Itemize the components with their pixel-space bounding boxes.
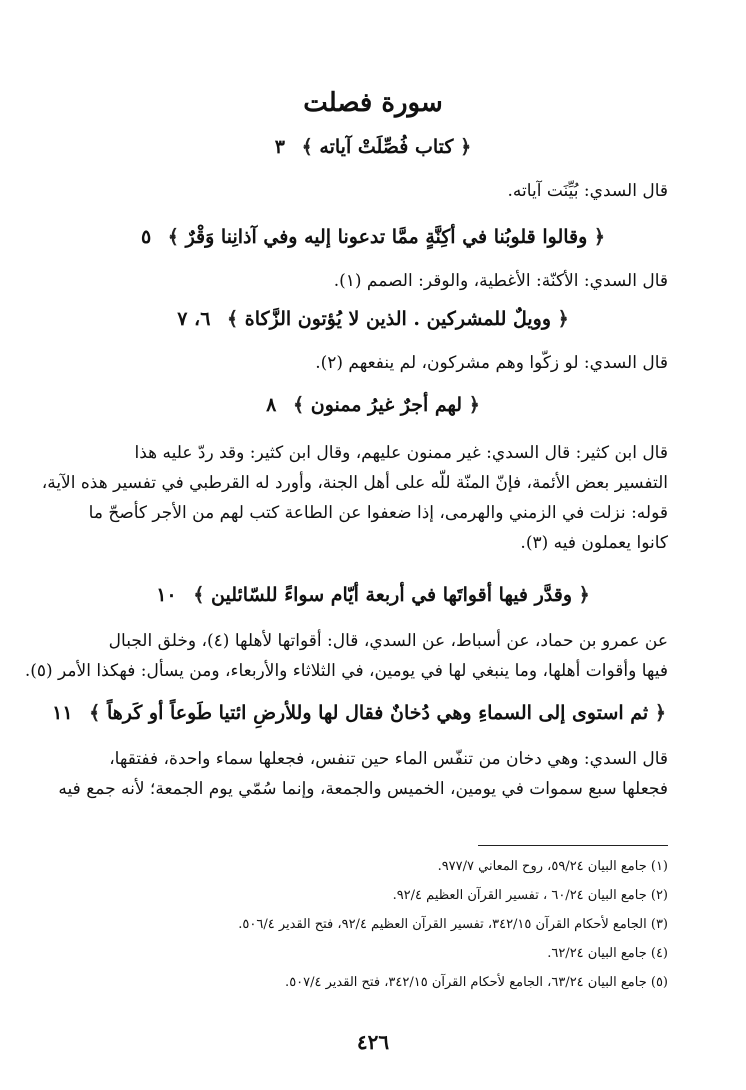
ornate-bracket-close-icon: ﴾ [167,226,179,248]
ayah-text: لهم أجرٌ غيرُ ممنون [310,394,463,416]
ayah-heading [80,394,666,426]
ayah-heading [52,702,666,734]
ornate-bracket-close-icon: ﴾ [227,308,239,330]
ornate-bracket-close-icon: ﴾ [292,394,305,416]
text-line: قال السدي: لو زكّوا وهم مشركون، لم ينفعهم (٢). [315,353,668,373]
ayah-text: وقالوا قلوبُنا في أكِنَّةٍ ممَّا تدعونا إليه وفي آذانِنا وَقْرٌ [185,226,588,248]
commentary-paragraph [41,438,668,558]
text-line: فيها وأقوات أهلها، وما ينبغي لها في يومين، في الثلاثاء والأربعاء، ومن يسأل: فهكذا الأمر (٥). [24,661,668,681]
ornate-bracket-open-icon: ﴿ [578,584,590,606]
ayah-text: كتاب فُصِّلَتْ آياته [319,136,454,158]
footnote: (٤) جامع البيان ٦٢/٢٤. [547,946,668,961]
ayah-number: ٥ [140,226,152,248]
ayah-number: ١٠ [156,584,177,606]
ayah-number: ١١ [52,702,73,724]
commentary-paragraph [78,266,668,296]
surah-title: سورة فصلت [303,88,443,118]
commentary-paragraph [78,348,668,378]
text-line: فجعلها سبع سموات في يومين، الخميس والجمعة، وإنما سُمّي يوم الجمعة؛ لأنه جمع فيه [58,779,668,799]
ayah-text: ثم استوى إلى السماءِ وهي دُخانٌ فقال لها وللأرضِ ائتيا طَوعاً أو كَرهاً [106,702,649,724]
footnote: (١) جامع البيان ٥٩/٢٤، روح المعاني ٩٧٧/٧. [437,859,668,874]
footnote: (٣) الجامع لأحكام القرآن ٣٤٢/١٥، تفسير القرآن العظيم ٩٢/٤، فتح القدير ٥٠٦/٤. [238,917,668,932]
ornate-bracket-open-icon: ﴿ [593,226,606,248]
text-line: قال السدي: الأكنّة: الأغطية، والوقر: الصمم (١). [333,271,668,291]
page-number: ٤٢٦ [356,1030,390,1054]
ornate-bracket-open-icon: ﴿ [654,702,666,724]
ornate-bracket-open-icon: ﴿ [557,308,569,330]
ornate-bracket-close-icon: ﴾ [89,702,101,724]
footnote-divider [478,845,668,846]
ayah-heading [80,308,666,340]
ornate-bracket-close-icon: ﴾ [193,584,205,606]
ayah-number: ٦، ٧ [177,308,211,330]
ornate-bracket-open-icon: ﴿ [460,136,472,158]
ayah-heading [80,226,666,258]
text-line: قال ابن كثير: قال السدي: غير ممنون عليهم، وقال ابن كثير: وقد ردّ عليه هذا [134,443,668,463]
ayah-text: وقدَّر فيها أقواتَها في أربعة أيّام سواءً للسّائلين [211,584,573,606]
text-line: قوله: نزلت في الزمني والهرمى، إذا ضعفوا عن الطاعة كتب لهم من الأجر كأصحّ ما [88,503,668,523]
text-line: كانوا يعملون فيه (٣). [520,533,668,553]
text-line: قال السدي: وهي دخان من تنفّس الماء حين تنفس، فجعلها سماء واحدة، ففتقها، [109,749,668,769]
ornate-bracket-open-icon: ﴿ [468,394,480,416]
ayah-heading [80,136,666,168]
ayah-number: ٣ [274,136,286,158]
commentary-paragraph [78,176,668,206]
ornate-bracket-close-icon: ﴾ [301,136,313,158]
ayah-number: ٨ [266,394,277,416]
commentary-paragraph [24,626,668,686]
text-line: قال السدي: بُيِّنَت آياته. [507,181,668,201]
text-line: التفسير بعض الأئمة، فإنّ المنّة للّه على أهل الجنة، وأورد له القرطبي في تفسير هذه الآية، [41,473,668,493]
ayah-text: وويلٌ للمشركين . الذين لا يُؤتون الزَّكاة [244,308,551,330]
text-line: عن عمرو بن حماد، عن أسباط، عن السدي، قال: أقواتها لأهلها (٤)، وخلق الجبال [108,631,668,651]
commentary-paragraph [58,744,668,804]
footnote: (٢) جامع البيان ٦٠/٢٤ ، تفسير القرآن العظيم ٩٢/٤. [392,888,668,903]
ayah-heading [80,584,666,616]
footnote: (٥) جامع البيان ٦٣/٢٤، الجامع لأحكام القرآن ٣٤٢/١٥، فتح القدير ٥٠٧/٤. [285,975,668,990]
footnotes [78,852,668,997]
